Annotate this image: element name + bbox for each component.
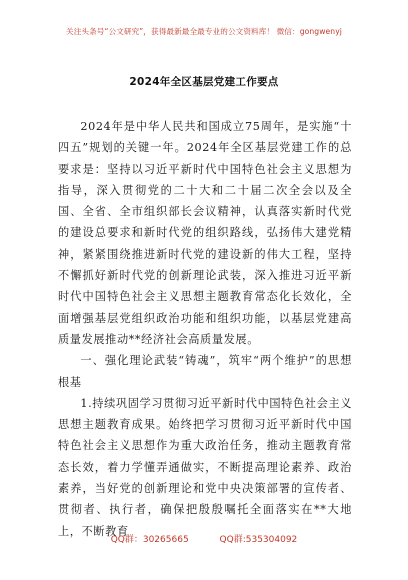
footer-qq-group-1: QQ群：30265665 [110,535,189,545]
document-title: 2024年全区基层党建工作要点 [129,76,279,88]
intro-paragraph: 2024年是中华人民共和国成立75周年，是实施“十四五”规划的关键一年。2024年全区基层党建工作的总要求是：坚持以习近平新时代中国特色社会主义思想为指导，深入贯彻党的二十大和二十届二次全会以及全国、全省、全市组织部长会议精神，认真落实新时代党的建设总要求和新时代党的组织路线，弘扬伟大建党精神，紧紧围绕推进新时代党的建设新的伟大工程，坚持不懈抓好新时代党的创新理论武装，深入推进习近平新时代中国特色社会主义思想主题教育常态化长效化，全面增强基层党组织政治功能和组织功能，以基层党建高质量发展推动**经济社会高质量发展。 [58,120,352,346]
footer-contact [0,532,408,545]
document-body [58,116,352,542]
item-paragraph-1: 1.持续巩固学习贯彻习近平新时代中国特色社会主义思想主题教育成果。始终把学习贯彻习近平新时代中国特色社会主义思想作为重大政治任务，推动主题教育常态长效，着力学懂弄通做实，不断提高理论素养、政治素养，当好党的创新理论和党中央决策部署的宣传者、贯彻者、执行者，确保把殷殷嘱托全面落实在**大地上，不断教育 [58,396,352,538]
section-heading-1: 一、强化理论武装“铸魂”，筑牢“两个维护”的思想根基 [58,354,352,389]
footer-qq-group-2: QQ群:535304092 [219,535,298,545]
header-promo-note: 关注头条号“公文研究”，获得最新最全最专业的公文资料库！ 微信：gongwenyj [66,27,342,36]
